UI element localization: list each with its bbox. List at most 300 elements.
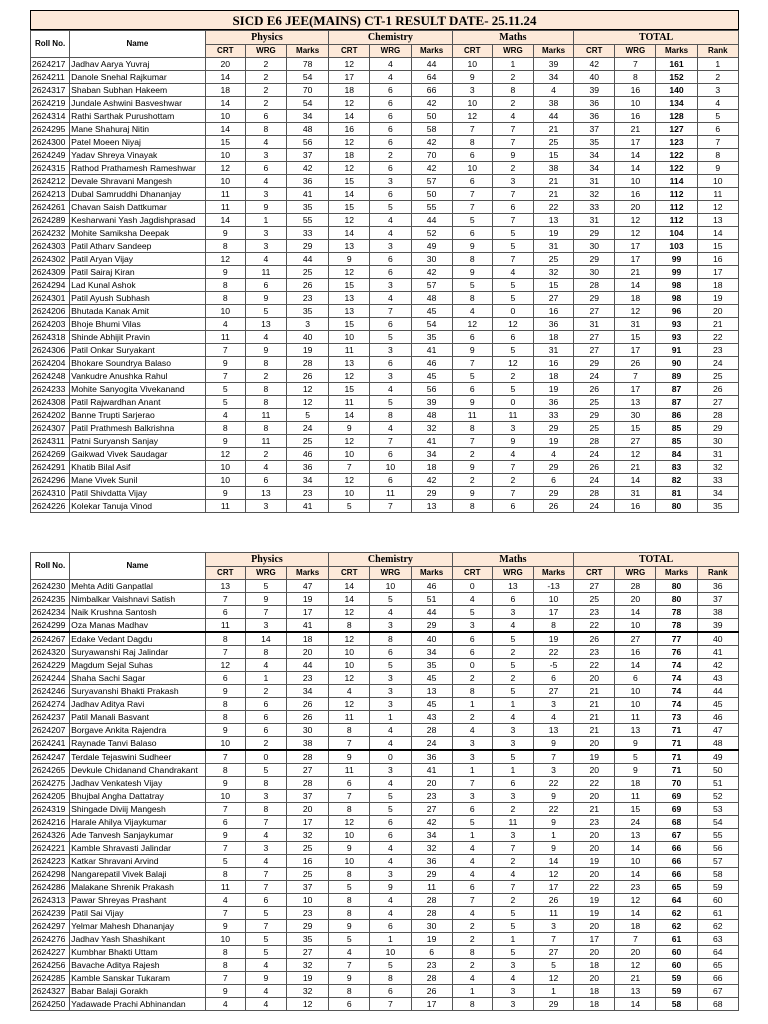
rank-cell: 34 <box>697 487 738 500</box>
score-cell: 29 <box>574 357 615 370</box>
score-cell: 8 <box>452 500 492 513</box>
rank-cell: 27 <box>697 396 738 409</box>
rank-cell: 8 <box>697 149 738 162</box>
student-name-cell: Kesharwani Yash Jagdishprasad <box>70 214 206 227</box>
rank-cell: 68 <box>697 998 738 1011</box>
total-marks-cell: 98 <box>656 292 697 305</box>
score-cell: 18 <box>574 985 615 998</box>
score-cell: 2 <box>370 149 411 162</box>
score-cell: 2 <box>492 672 533 685</box>
student-name-cell: Gaikwad Vivek Saudagar <box>70 448 206 461</box>
score-cell: 4 <box>492 266 533 279</box>
total-marks-cell: 85 <box>656 435 697 448</box>
total-marks-cell: 69 <box>656 803 697 816</box>
table-row <box>31 240 739 253</box>
score-cell: 44 <box>411 214 452 227</box>
score-cell: 3 <box>452 790 492 803</box>
score-cell: 37 <box>287 790 329 803</box>
table-row <box>31 920 739 933</box>
score-cell: 35 <box>411 331 452 344</box>
student-name-cell: Jadhav Venkatesh Vijay <box>70 777 206 790</box>
score-cell: 14 <box>615 907 656 920</box>
score-cell: 14 <box>329 580 370 593</box>
table-row <box>31 253 739 266</box>
roll-number-cell: 2624317 <box>31 84 70 97</box>
score-cell: 8 <box>245 123 286 136</box>
score-cell: 22 <box>533 777 573 790</box>
score-cell: 7 <box>452 188 492 201</box>
score-cell: 6 <box>245 724 286 737</box>
roll-number-cell: 2624301 <box>31 292 70 305</box>
table-row <box>31 985 739 998</box>
total-marks-cell: 90 <box>656 357 697 370</box>
rank-cell: 60 <box>697 894 738 907</box>
score-cell: 28 <box>411 907 452 920</box>
score-cell: 4 <box>492 868 533 881</box>
score-cell: 2 <box>452 672 492 685</box>
rank-cell: 47 <box>697 724 738 737</box>
score-cell: 7 <box>205 646 245 659</box>
roll-number-cell: 2624207 <box>31 724 70 737</box>
score-cell: 12 <box>205 659 245 672</box>
score-cell: 5 <box>370 593 411 606</box>
rank-cell: 17 <box>697 266 738 279</box>
score-cell: 3 <box>492 175 533 188</box>
rank-cell: 18 <box>697 279 738 292</box>
student-name-cell: Patil Sai Vijay <box>70 907 206 920</box>
score-cell: 14 <box>615 868 656 881</box>
score-cell: 3 <box>492 985 533 998</box>
score-cell: 26 <box>574 383 615 396</box>
score-cell: 6 <box>492 777 533 790</box>
score-cell: 1 <box>370 933 411 946</box>
score-cell: 5 <box>370 790 411 803</box>
roll-number-cell: 2624244 <box>31 672 70 685</box>
total-marks-cell: 65 <box>656 881 697 894</box>
student-name-cell: Bhutada Kanak Amit <box>70 305 206 318</box>
score-cell: 7 <box>492 461 533 474</box>
table-row <box>31 110 739 123</box>
score-cell: 4 <box>370 907 411 920</box>
score-cell: 6 <box>370 136 411 149</box>
score-cell: 10 <box>205 790 245 803</box>
table-row <box>31 724 739 737</box>
table-row <box>31 474 739 487</box>
score-cell: 33 <box>287 227 329 240</box>
score-cell: 10 <box>205 737 245 751</box>
student-name-cell: Rathod Prathamesh Rameshwar <box>70 162 206 175</box>
score-cell: 14 <box>329 110 370 123</box>
header-total: TOTAL <box>574 553 739 567</box>
score-cell: 12 <box>452 318 492 331</box>
score-cell: 29 <box>574 409 615 422</box>
score-cell: 9 <box>205 777 245 790</box>
score-cell: 6 <box>245 474 286 487</box>
score-cell: 42 <box>411 474 452 487</box>
score-cell: 41 <box>411 344 452 357</box>
score-cell: 31 <box>533 344 573 357</box>
score-cell: 4 <box>533 711 573 724</box>
score-cell: 2 <box>492 474 533 487</box>
student-name-cell: Patil Shivdatta Vijay <box>70 487 206 500</box>
score-cell: 58 <box>411 123 452 136</box>
score-cell: 38 <box>287 737 329 751</box>
score-cell: 45 <box>411 698 452 711</box>
score-cell: 3 <box>533 698 573 711</box>
score-cell: 6 <box>452 227 492 240</box>
total-marks-cell: 69 <box>656 790 697 803</box>
score-cell: 6 <box>205 606 245 619</box>
score-cell: 8 <box>370 972 411 985</box>
score-cell: 4 <box>452 593 492 606</box>
score-cell: 19 <box>574 855 615 868</box>
score-cell: 3 <box>492 959 533 972</box>
student-name-cell: Kolekar Tanuja Vinod <box>70 500 206 513</box>
score-cell: 12 <box>615 305 656 318</box>
score-cell: 5 <box>615 750 656 764</box>
total-marks-cell: 77 <box>656 632 697 646</box>
student-name-cell: Khatib Bilal Asif <box>70 461 206 474</box>
rank-cell: 16 <box>697 253 738 266</box>
roll-number-cell: 2624299 <box>31 619 70 633</box>
total-marks-cell: 128 <box>656 110 697 123</box>
score-cell: 6 <box>452 803 492 816</box>
rank-cell: 58 <box>697 868 738 881</box>
roll-number-cell: 2624250 <box>31 998 70 1011</box>
score-cell: 55 <box>287 214 329 227</box>
student-name-cell: Jundale Ashwini Basveshwar <box>70 97 206 110</box>
score-cell: 4 <box>492 972 533 985</box>
score-cell: 11 <box>615 711 656 724</box>
score-cell: 19 <box>533 435 573 448</box>
score-cell: 27 <box>533 685 573 698</box>
score-cell: 9 <box>452 487 492 500</box>
result-sheet-1 <box>30 10 739 513</box>
score-cell: 24 <box>574 474 615 487</box>
score-cell: 3 <box>370 370 411 383</box>
score-cell: 10 <box>329 487 370 500</box>
score-cell: 2 <box>492 71 533 84</box>
score-cell: 9 <box>205 266 245 279</box>
score-cell: 35 <box>287 933 329 946</box>
score-cell: 9 <box>615 737 656 751</box>
score-cell: 10 <box>615 685 656 698</box>
score-cell: 0 <box>492 396 533 409</box>
score-cell: 5 <box>205 396 245 409</box>
student-name-cell: Patil Atharv Sandeep <box>70 240 206 253</box>
score-cell: 12 <box>329 816 370 829</box>
score-cell: 28 <box>615 580 656 593</box>
score-cell: 6 <box>370 266 411 279</box>
score-cell: 14 <box>615 474 656 487</box>
score-cell: 4 <box>245 253 286 266</box>
rank-cell: 37 <box>697 593 738 606</box>
score-cell: 5 <box>492 659 533 672</box>
roll-number-cell: 2624261 <box>31 201 70 214</box>
score-cell: 5 <box>492 292 533 305</box>
score-cell: 4 <box>370 894 411 907</box>
score-cell: 15 <box>329 383 370 396</box>
score-cell: 16 <box>533 305 573 318</box>
score-cell: 35 <box>574 136 615 149</box>
student-name-cell: Shinde Abhijit Pravin <box>70 331 206 344</box>
score-cell: 13 <box>411 500 452 513</box>
score-cell: 27 <box>615 435 656 448</box>
score-cell: 27 <box>574 305 615 318</box>
total-marks-cell: 112 <box>656 201 697 214</box>
score-cell: 8 <box>205 240 245 253</box>
total-marks-cell: 99 <box>656 253 697 266</box>
score-cell: 5 <box>492 279 533 292</box>
table-row <box>31 357 739 370</box>
score-cell: 7 <box>329 737 370 751</box>
score-cell: 6 <box>205 816 245 829</box>
header-wrg: WRG <box>492 45 533 58</box>
roll-number-cell: 2624216 <box>31 816 70 829</box>
score-cell: 8 <box>205 764 245 777</box>
score-cell: 52 <box>411 227 452 240</box>
score-cell: 2 <box>492 97 533 110</box>
score-cell: 10 <box>615 175 656 188</box>
score-cell: 24 <box>574 500 615 513</box>
student-name-cell: Patil Onkar Suryakant <box>70 344 206 357</box>
rank-cell: 24 <box>697 357 738 370</box>
total-marks-cell: 74 <box>656 685 697 698</box>
table-row <box>31 84 739 97</box>
score-cell: 36 <box>574 97 615 110</box>
score-cell: 5 <box>245 580 286 593</box>
score-cell: 10 <box>329 659 370 672</box>
score-cell: 19 <box>287 972 329 985</box>
score-cell: 14 <box>615 842 656 855</box>
score-cell: 5 <box>492 750 533 764</box>
student-name-cell: Kamble Sanskar Tukaram <box>70 972 206 985</box>
total-marks-cell: 71 <box>656 764 697 777</box>
score-cell: 23 <box>574 816 615 829</box>
student-name-cell: Bhoje Bhumi Vilas <box>70 318 206 331</box>
total-marks-cell: 76 <box>656 646 697 659</box>
total-marks-cell: 161 <box>656 58 697 71</box>
rank-cell: 42 <box>697 659 738 672</box>
score-cell: 78 <box>287 58 329 71</box>
score-cell: 5 <box>245 907 286 920</box>
score-cell: 30 <box>574 266 615 279</box>
score-cell: 12 <box>533 972 573 985</box>
total-marks-cell: 99 <box>656 266 697 279</box>
score-cell: 21 <box>615 123 656 136</box>
score-cell: 15 <box>329 175 370 188</box>
student-name-cell: Lad Kunal Ashok <box>70 279 206 292</box>
score-cell: 7 <box>329 790 370 803</box>
roll-number-cell: 2624298 <box>31 868 70 881</box>
score-cell: 9 <box>533 790 573 803</box>
header-roll: Roll No. <box>31 31 70 58</box>
score-cell: 7 <box>205 370 245 383</box>
score-cell: 25 <box>574 593 615 606</box>
score-cell: 6 <box>370 985 411 998</box>
score-cell: 4 <box>452 907 492 920</box>
score-cell: 8 <box>370 409 411 422</box>
score-cell: 5 <box>452 279 492 292</box>
score-cell: 4 <box>533 448 573 461</box>
table-row <box>31 646 739 659</box>
total-marks-cell: 85 <box>656 422 697 435</box>
score-cell: 7 <box>492 136 533 149</box>
score-cell: 6 <box>245 110 286 123</box>
score-cell: 18 <box>411 461 452 474</box>
table-row <box>31 842 739 855</box>
score-cell: 0 <box>492 305 533 318</box>
roll-number-cell: 2624221 <box>31 842 70 855</box>
score-cell: 12 <box>329 214 370 227</box>
score-cell: 4 <box>205 409 245 422</box>
score-cell: 4 <box>533 84 573 97</box>
score-cell: 14 <box>615 162 656 175</box>
score-cell: 5 <box>245 933 286 946</box>
rank-cell: 46 <box>697 711 738 724</box>
score-cell: 11 <box>205 619 245 633</box>
score-cell: 25 <box>287 266 329 279</box>
score-cell: 6 <box>370 97 411 110</box>
score-cell: 7 <box>205 842 245 855</box>
roll-number-cell: 2624241 <box>31 737 70 751</box>
rank-cell: 55 <box>697 829 738 842</box>
score-cell: 9 <box>245 593 286 606</box>
rank-cell: 35 <box>697 500 738 513</box>
score-cell: 11 <box>329 344 370 357</box>
score-cell: 3 <box>452 84 492 97</box>
score-cell: 26 <box>287 279 329 292</box>
score-cell: 23 <box>574 646 615 659</box>
score-cell: 9 <box>329 750 370 764</box>
rank-cell: 32 <box>697 461 738 474</box>
score-cell: 22 <box>533 201 573 214</box>
table-row <box>31 214 739 227</box>
total-marks-cell: 70 <box>656 777 697 790</box>
score-cell: 12 <box>287 998 329 1011</box>
score-cell: 6 <box>452 149 492 162</box>
student-name-cell: Patil Ayush Subhash <box>70 292 206 305</box>
score-cell: 3 <box>370 240 411 253</box>
score-cell: 13 <box>411 685 452 698</box>
student-name-cell: Patil Prathmesh Balkrishna <box>70 422 206 435</box>
table-row <box>31 331 739 344</box>
score-cell: 7 <box>452 357 492 370</box>
score-cell: 29 <box>574 292 615 305</box>
score-cell: 5 <box>370 803 411 816</box>
score-cell: 14 <box>245 632 286 646</box>
score-cell: 17 <box>329 71 370 84</box>
score-cell: 11 <box>205 201 245 214</box>
score-cell: 54 <box>287 97 329 110</box>
score-cell: 30 <box>615 409 656 422</box>
score-cell: 20 <box>205 58 245 71</box>
header-marks: Marks <box>411 567 452 580</box>
score-cell: 7 <box>452 435 492 448</box>
score-cell: 12 <box>329 370 370 383</box>
score-cell: 3 <box>245 188 286 201</box>
score-cell: 4 <box>245 461 286 474</box>
student-name-cell: Shingade Diviij Mangesh <box>70 803 206 816</box>
total-marks-cell: 58 <box>656 998 697 1011</box>
total-marks-cell: 103 <box>656 240 697 253</box>
total-marks-cell: 74 <box>656 672 697 685</box>
score-cell: 26 <box>287 711 329 724</box>
score-cell: 42 <box>411 266 452 279</box>
score-cell: 7 <box>452 201 492 214</box>
roll-number-cell: 2624276 <box>31 933 70 946</box>
score-cell: 12 <box>329 162 370 175</box>
score-cell: 31 <box>574 175 615 188</box>
score-cell: 29 <box>574 227 615 240</box>
table-row <box>31 97 739 110</box>
score-cell: 2 <box>245 58 286 71</box>
score-cell: 2 <box>452 448 492 461</box>
score-cell: 50 <box>411 188 452 201</box>
roll-number-cell: 2624297 <box>31 920 70 933</box>
score-cell: 6 <box>452 383 492 396</box>
roll-number-cell: 2624235 <box>31 593 70 606</box>
score-cell: 10 <box>329 646 370 659</box>
header-crt: CRT <box>329 567 370 580</box>
score-cell: 8 <box>205 959 245 972</box>
table-row <box>31 881 739 894</box>
roll-number-cell: 2624202 <box>31 409 70 422</box>
score-cell: 9 <box>245 201 286 214</box>
score-cell: 31 <box>615 487 656 500</box>
roll-number-cell: 2624205 <box>31 790 70 803</box>
total-marks-cell: 66 <box>656 868 697 881</box>
total-marks-cell: 73 <box>656 711 697 724</box>
score-cell: 7 <box>370 998 411 1011</box>
score-cell: 7 <box>615 370 656 383</box>
header-wrg: WRG <box>245 45 286 58</box>
student-name-cell: Devale Shravani Mangesh <box>70 175 206 188</box>
score-cell: 25 <box>533 253 573 266</box>
total-marks-cell: 80 <box>656 593 697 606</box>
score-cell: 11 <box>205 188 245 201</box>
score-cell: 14 <box>615 279 656 292</box>
score-cell: 1 <box>452 829 492 842</box>
score-cell: 4 <box>245 855 286 868</box>
roll-number-cell: 2624237 <box>31 711 70 724</box>
total-marks-cell: 96 <box>656 305 697 318</box>
score-cell: 12 <box>329 474 370 487</box>
score-cell: -13 <box>533 580 573 593</box>
score-cell: 11 <box>245 409 286 422</box>
rank-cell: 48 <box>697 737 738 751</box>
score-cell: 24 <box>287 422 329 435</box>
score-cell: 17 <box>615 240 656 253</box>
score-cell: 18 <box>615 292 656 305</box>
roll-number-cell: 2624213 <box>31 188 70 201</box>
rank-cell: 15 <box>697 240 738 253</box>
student-name-cell: Shaban Subhan Hakeem <box>70 84 206 97</box>
rank-cell: 29 <box>697 422 738 435</box>
score-cell: 4 <box>370 606 411 619</box>
header-crt: CRT <box>205 567 245 580</box>
score-cell: -5 <box>533 659 573 672</box>
table-row <box>31 698 739 711</box>
score-cell: 6 <box>492 201 533 214</box>
score-cell: 36 <box>533 396 573 409</box>
score-cell: 2 <box>492 162 533 175</box>
score-cell: 10 <box>615 698 656 711</box>
score-cell: 51 <box>411 593 452 606</box>
score-cell: 9 <box>452 344 492 357</box>
score-cell: 10 <box>205 149 245 162</box>
score-cell: 3 <box>370 868 411 881</box>
